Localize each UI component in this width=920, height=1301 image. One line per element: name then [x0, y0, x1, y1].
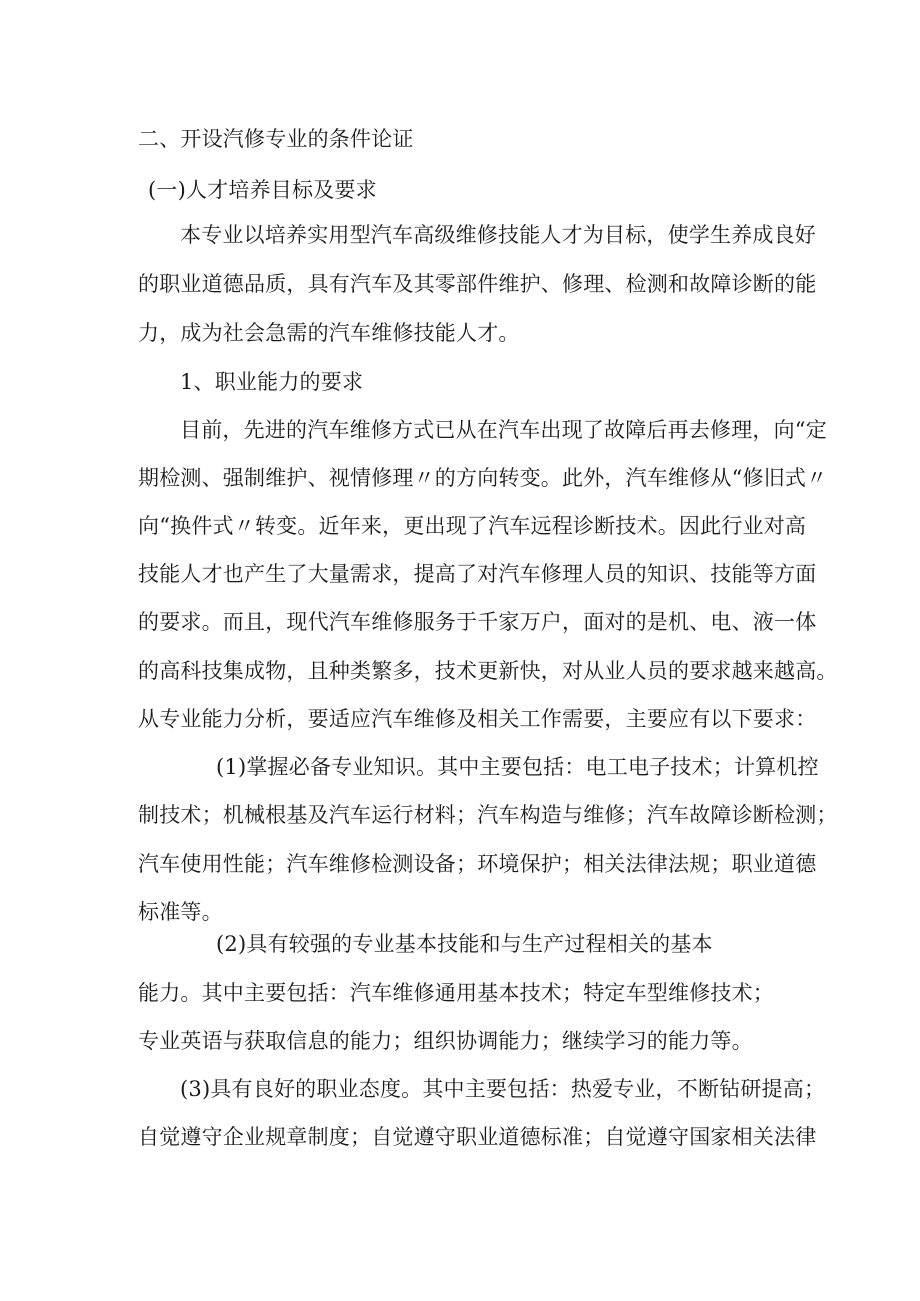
section1-line-7: 从专业能力分析，要适应汽车维修及相关工作需要，主要应有以下要求：	[138, 707, 817, 731]
section-heading: 二、开设汽修专业的条件论证	[138, 127, 414, 151]
item3-line-2: 自觉遵守企业规章制度；自觉遵守职业道德标准；自觉遵守国家相关法律	[138, 1125, 817, 1149]
intro-line-3: 力，成为社会急需的汽车维修技能人才。	[138, 321, 520, 345]
item1-line-2: 制技术；机械根基及汽车运行材料；汽车构造与维修；汽车故障诊断检测；	[138, 803, 838, 827]
item1-line-3: 汽车使用性能；汽车维修检测设备；环境保护；相关法律法规；职业道德	[138, 852, 817, 876]
intro-line-2: 的职业道德品质，具有汽车及其零部件维护、修理、检测和故障诊断的能	[138, 272, 817, 296]
section1-title: 1、职业能力的要求	[180, 370, 364, 394]
item1-line-1: (1)掌握必备专业知识。其中主要包括：电工电子技术；计算机控	[216, 755, 819, 779]
item2-line-1: (2)具有较强的专业基本技能和与生产过程相关的基本	[216, 932, 713, 956]
intro-line-1: 本专业以培养实用型汽车高级维修技能人才为目标，使学生养成良好	[180, 223, 816, 247]
section1-line-4: 技能人才也产生了大量需求，提高了对汽车修理人员的知识、技能等方面	[138, 562, 817, 586]
item1-line-4: 标准等。	[138, 900, 223, 924]
section1-line-3: 向“换件式〃转变。近年来，更出现了汽车远程诊断技术。因此行业对高	[138, 514, 807, 538]
item2-line-3: 专业英语与获取信息的能力；组织协调能力；继续学习的能力等。	[138, 1029, 753, 1053]
section1-line-2: 期检测、强制维护、视情修理〃的方向转变。此外，汽车维修从“修旧式〃	[138, 466, 828, 490]
section1-line-6: 的高科技集成物，且种类繁多，技术更新快，对从业人员的要求越来越高。	[138, 659, 838, 683]
section1-line-1: 目前，先进的汽车维修方式已从在汽车出现了故障后再去修理，向“定	[180, 418, 827, 442]
item3-line-1: (3)具有良好的职业态度。其中主要包括：热爱专业，不断钻研提高；	[180, 1077, 826, 1101]
subsection-heading: (一)人才培养目标及要求	[148, 178, 377, 202]
item2-line-2: 能力。其中主要包括：汽车维修通用基本技术；特定车型维修技术；	[138, 981, 774, 1005]
section1-line-5: 的要求。而且，现代汽车维修服务于千家万户，面对的是机、电、液一体	[138, 610, 817, 634]
